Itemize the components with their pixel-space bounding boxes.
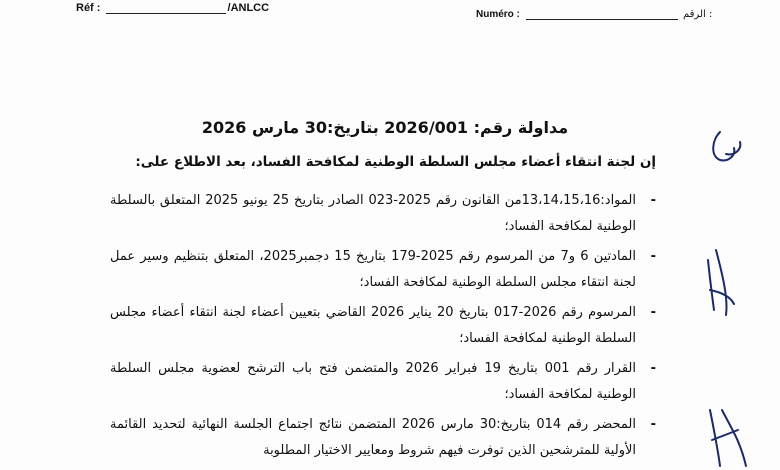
signature-mark-top bbox=[713, 132, 740, 160]
numero-blank-line bbox=[526, 10, 678, 20]
reference-header bbox=[0, 0, 780, 26]
ref-suffix: /ANLCC bbox=[227, 2, 270, 14]
bullet-dash: - bbox=[650, 361, 656, 376]
list-item-text: المرسوم رقم 2026-017 بتاريخ 20 يناير 2026 القاضي بتعيين أعضاء لجنة انتقاء أعضاء مجلس السلطة الوطنية لمكافحة الفساد؛ bbox=[110, 305, 637, 346]
ref-label: Réf : bbox=[76, 2, 101, 14]
ref-blank-line bbox=[106, 3, 226, 14]
list-item bbox=[110, 412, 658, 464]
deliberation-title: مداولة رقم: 2026/001 بتاريخ:30 مارس 2026 bbox=[201, 118, 569, 137]
list-item bbox=[110, 356, 658, 408]
signature-mark-middle bbox=[708, 250, 734, 315]
list-item-text: المادتين 6 و7 من المرسوم رقم 2025-179 بتاريخ 15 دجمبر2025، المتعلق بتنظيم وسير عمل لجنة انتقاء مجلس السلطة الوطنية لمكافحة الفساد؛ bbox=[110, 249, 636, 290]
bullet-dash: - bbox=[650, 417, 656, 432]
numero-field bbox=[476, 9, 678, 20]
references-list bbox=[110, 188, 658, 468]
handwritten-signatures bbox=[690, 110, 780, 470]
list-item-text: المواد:13،14،15،16من القانون رقم 2025-023 الصادر بتاريخ 25 يونيو 2025 المتعلق بالسلطة الوطنية لمكافحة الفساد؛ bbox=[110, 193, 636, 234]
intro-paragraph: إن لجنة انتقاء أعضاء مجلس السلطة الوطنية لمكافحة الفساد، بعد الاطلاع على: bbox=[135, 154, 656, 170]
bullet-dash: - bbox=[650, 305, 656, 320]
list-item bbox=[110, 244, 658, 296]
raqm-label: الرقم : bbox=[683, 9, 713, 20]
list-item bbox=[110, 188, 658, 240]
ref-field bbox=[76, 2, 269, 14]
bullet-dash: - bbox=[650, 193, 656, 208]
list-item-text: المحضر رقم 014 بتاريخ:30 مارس 2026 المتضمن نتائج اجتماع الجلسة النهائية لتحديد القائمة الأولية للمترشحين الذين توفرت فيهم شروط ومعايير الاختيار المطلوبة bbox=[110, 417, 636, 458]
numero-label: Numéro : bbox=[476, 9, 520, 20]
list-item bbox=[110, 300, 658, 352]
signature-mark-bottom bbox=[710, 410, 746, 466]
bullet-dash: - bbox=[650, 249, 656, 264]
list-item-text: القرار رقم 001 بتاريخ 19 فبراير 2026 والمتضمن فتح باب الترشح لعضوية مجلس السلطة الوطنية لمكافحة الفساد؛ bbox=[110, 361, 636, 402]
